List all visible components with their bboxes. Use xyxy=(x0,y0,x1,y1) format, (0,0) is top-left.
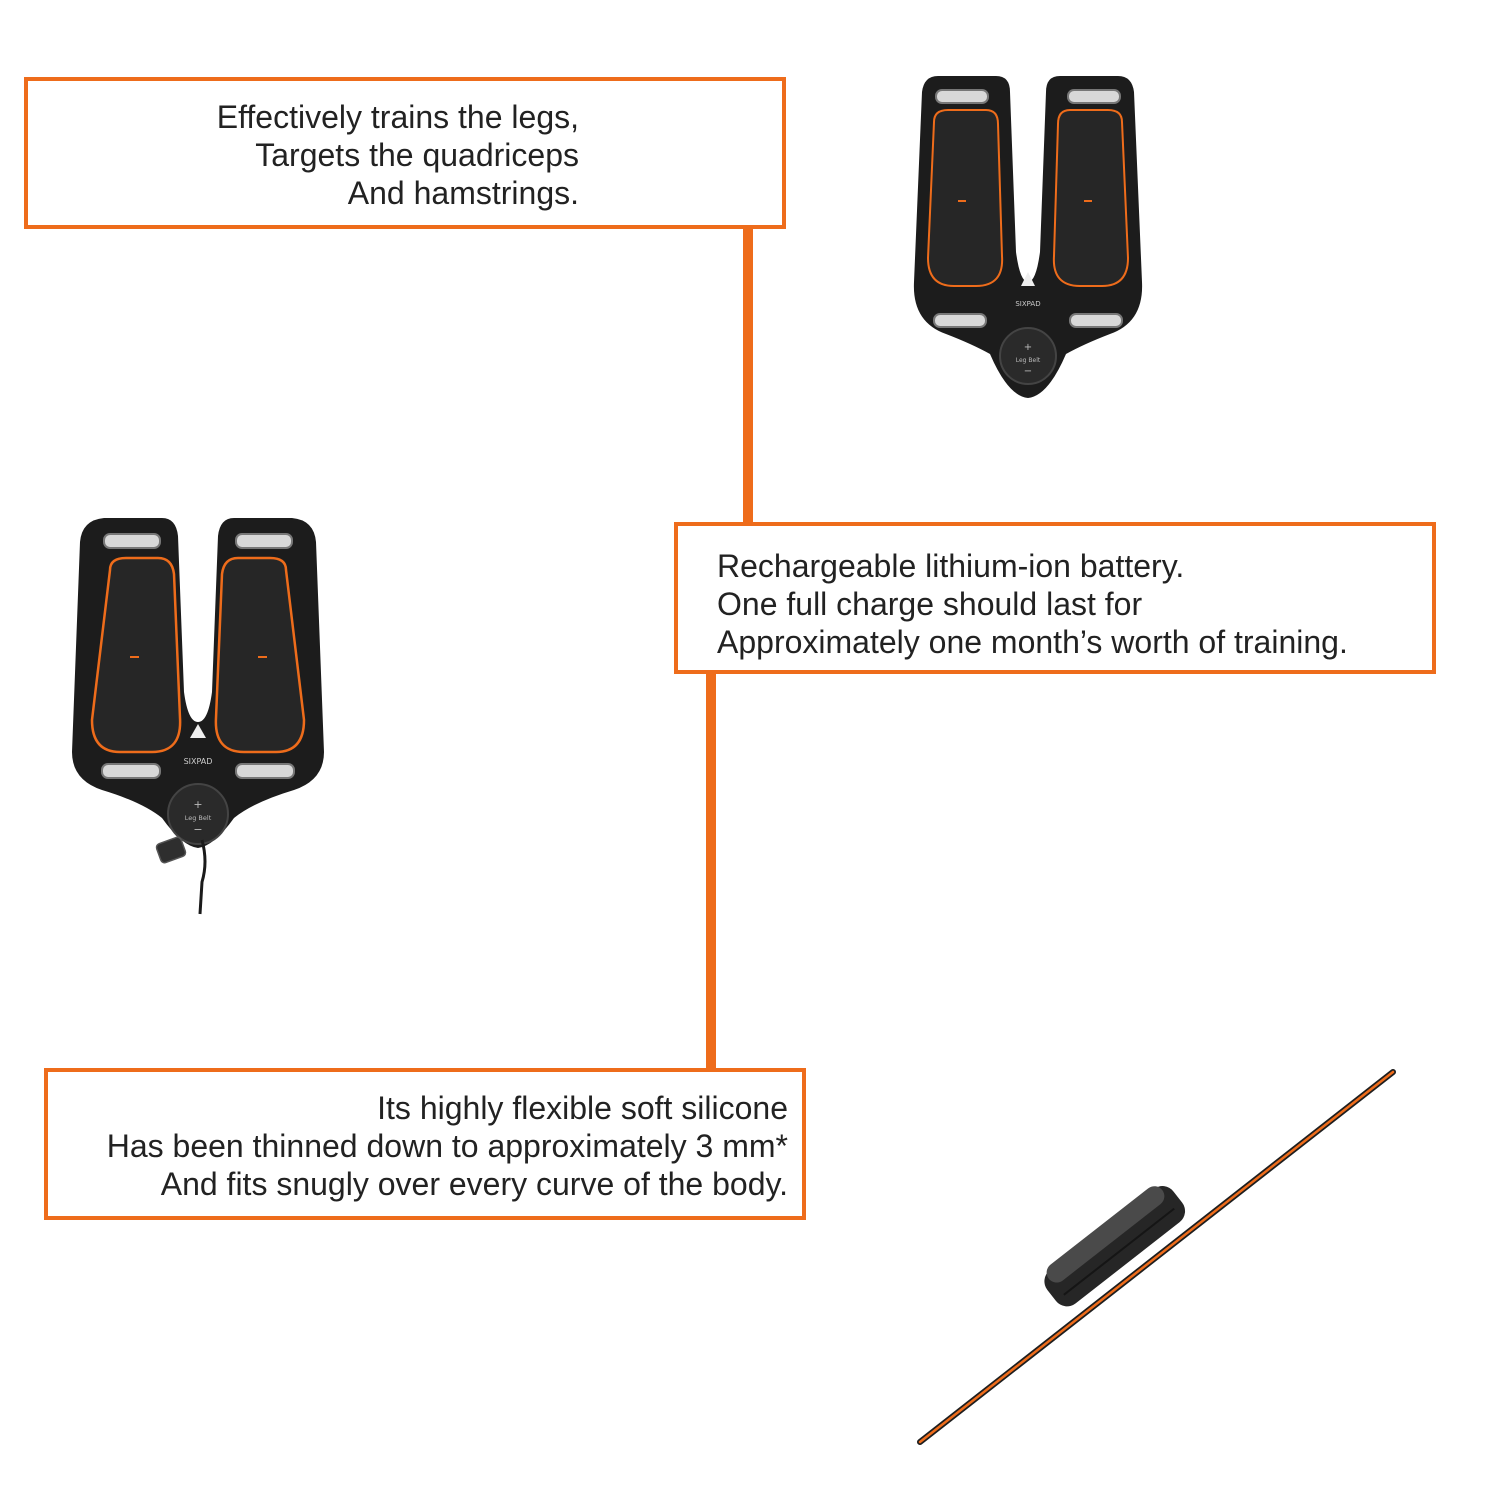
callout-legs-line1: Effectively trains the legs, xyxy=(216,99,579,135)
callout-legs-line2: Targets the quadriceps xyxy=(255,137,579,173)
controller-label: Leg Belt xyxy=(1015,357,1041,364)
plus-icon: + xyxy=(1023,342,1033,353)
plus-icon: + xyxy=(193,798,203,811)
brand-logo: SIXPAD xyxy=(1015,300,1041,308)
callout-battery xyxy=(674,522,1436,674)
leg-belt-image-left xyxy=(62,512,334,922)
leg-belt-image-top xyxy=(898,72,1158,402)
leg-belt-side-profile-image xyxy=(905,1060,1405,1455)
callout-legs-line3: And hamstrings. xyxy=(347,175,579,211)
controller-label: Leg Belt xyxy=(184,814,212,822)
connector-line-bottom xyxy=(706,674,716,1068)
brand-logo: SIXPAD xyxy=(183,757,213,766)
callout-silicone-line2: Has been thinned down to approximately 3 mm* xyxy=(106,1128,788,1164)
minus-icon: − xyxy=(1023,366,1033,377)
callout-battery-line3: Approximately one month’s worth of training. xyxy=(717,624,1348,660)
callout-silicone xyxy=(44,1068,806,1220)
callout-silicone-line1: Its highly flexible soft silicone xyxy=(377,1090,788,1126)
callout-silicone-line3: And fits snugly over every curve of the body. xyxy=(160,1166,788,1202)
callout-battery-line1: Rechargeable lithium-ion battery. xyxy=(717,548,1185,584)
connector-line-top xyxy=(743,229,753,522)
minus-icon: − xyxy=(193,823,203,836)
callout-legs xyxy=(24,77,786,229)
callout-battery-line2: One full charge should last for xyxy=(717,586,1143,622)
